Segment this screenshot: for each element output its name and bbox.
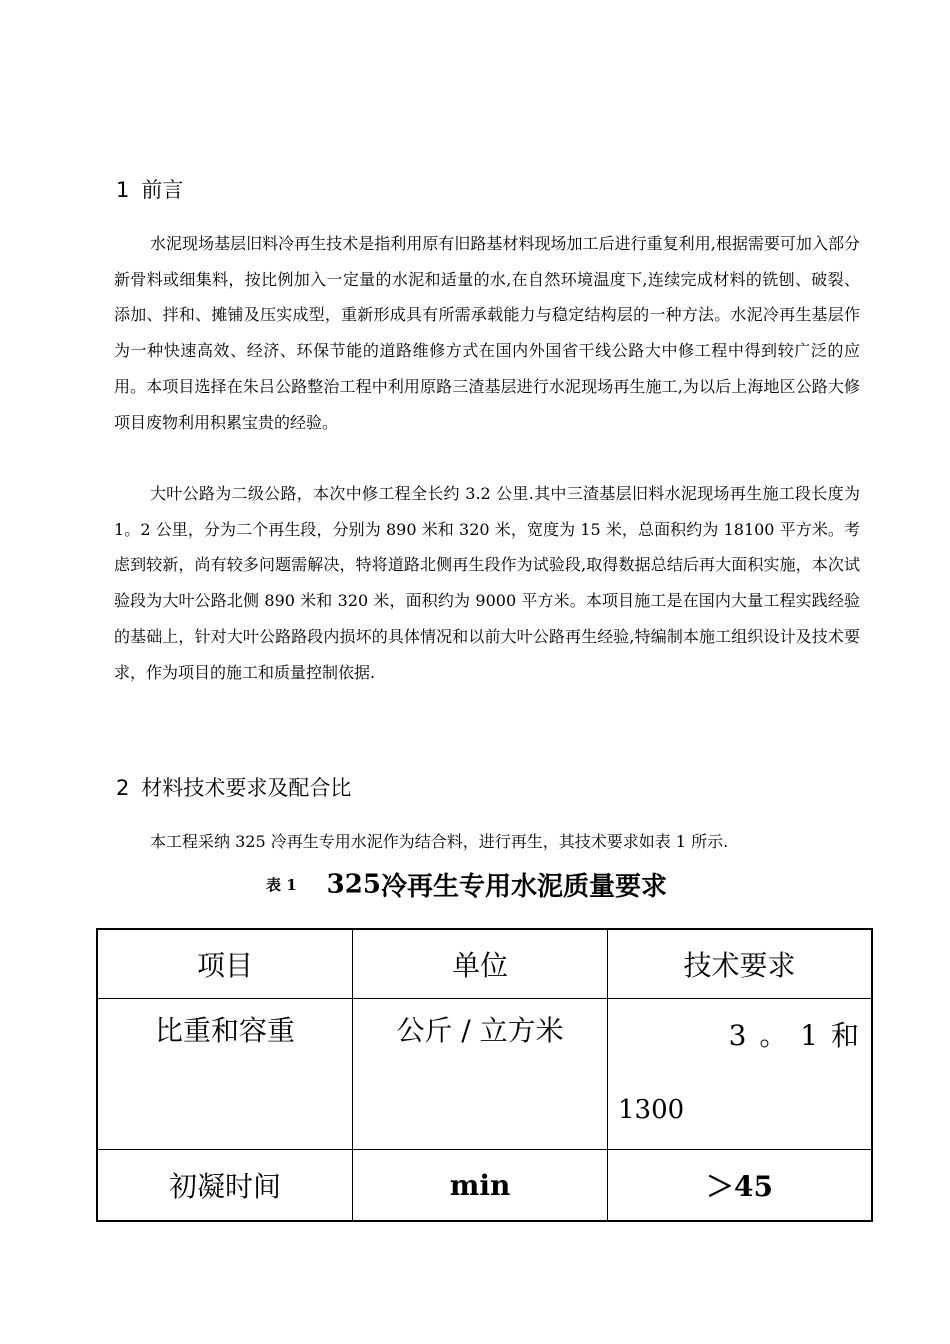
section-2-intro: 本工程采纳 325 冷再生专用水泥作为结合料，进行再生，其技术要求如表 1 所示.	[150, 832, 729, 851]
requirement-line-1: 3 。 1 和	[728, 1019, 861, 1052]
cell-unit: 公斤 / 立方米	[353, 999, 608, 1150]
table-row	[97, 1150, 872, 1222]
header-item: 项目	[97, 929, 353, 999]
table-title-number: 325	[326, 869, 381, 900]
table-caption	[266, 866, 667, 906]
header-unit: 单位	[353, 929, 608, 999]
table-header-row	[97, 929, 872, 999]
section-2-heading	[116, 774, 351, 802]
table-title-text: 冷再生专用水泥质量要求	[380, 872, 667, 902]
cell-requirement: ＞45	[608, 1150, 873, 1222]
table-label: 表 1	[266, 876, 297, 894]
cement-spec-table	[96, 928, 873, 1222]
section-2-number: 2	[116, 776, 130, 800]
table-row	[97, 999, 872, 1150]
cell-item: 比重和容重	[97, 999, 353, 1150]
section-1-title: 前言	[141, 178, 184, 202]
cell-unit: min	[353, 1150, 608, 1222]
cell-requirement	[608, 999, 873, 1150]
cell-item: 初凝时间	[97, 1150, 353, 1222]
header-requirement: 技术要求	[608, 929, 873, 999]
requirement-line-2: 1300	[618, 1095, 685, 1125]
section-2-title: 材料技术要求及配合比	[141, 776, 352, 800]
section-1-paragraph-2: 大叶公路为二级公路，本次中修工程全长约 3.2 公里.其中三渣基层旧料水泥现场再生施工段长度为 1。2 公里，分为二个再生段，分别为 890 米和 320 米，宽度为 15 米，总面积约为 18100 平方米。考虑到较新，尚有较多问题需解决，特将道路北侧再生段作为试验段,取得数据总结后再大面积实施，本次试验段为大叶公路北侧 890 米和 320 米，面积约为 9000 平方米。本项目施工是在国内大量工程实践经验的基础上，针对大叶公路路段内损坏的具体情况和以前大叶公路再生经验,特编制本施工组织设计及技术要求，作为项目的施工和质量控制依据.	[114, 484, 860, 682]
section-1-number: 1	[116, 178, 130, 202]
section-1-paragraph-1: 水泥现场基层旧料冷再生技术是指利用原有旧路基材料现场加工后进行重复利用,根据需要可加入部分新骨料或细集料，按比例加入一定量的水泥和适量的水,在自然环境温度下,连续完成材料的铣刨、破裂、添加、拌和、摊铺及压实成型，重新形成具有所需承载能力与稳定结构层的一种方法。水泥冷再生基层作为一种快速高效、经济、环保节能的道路维修方式在国内外国省干线公路大中修工程中得到较广泛的应用。本项目选择在朱吕公路整治工程中利用原路三渣基层进行水泥现场再生施工,为以后上海地区公路大修项目废物利用积累宝贵的经验。	[114, 234, 860, 432]
section-1-heading	[116, 176, 183, 204]
